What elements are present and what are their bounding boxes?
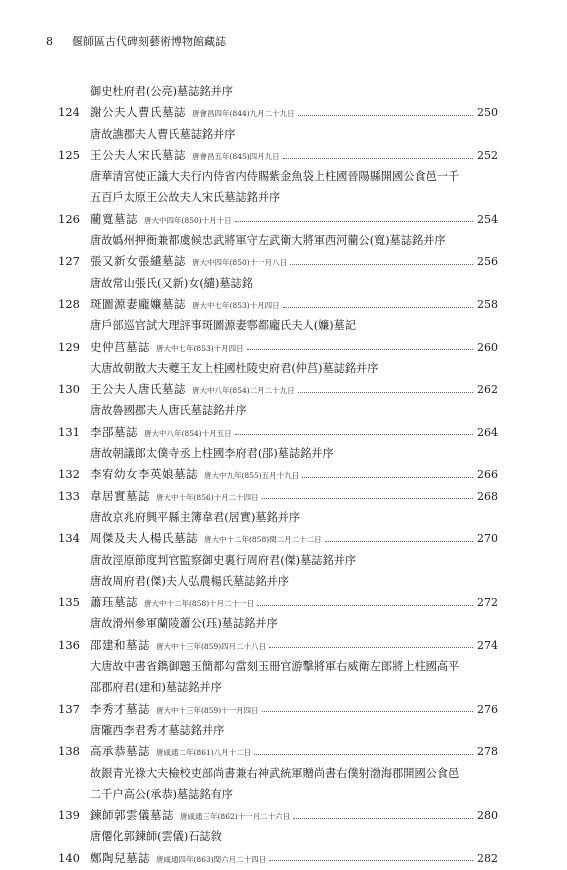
entry-title: 斑圖源妻龐嬚墓誌 — [90, 296, 186, 311]
dot-leader — [262, 710, 473, 712]
toc-subtitle: 唐華清宮使正議大夫行内侍省内侍賜紫金魚袋上柱國晉陽縣開國公食邑一千 — [90, 170, 460, 184]
entry-page: 276 — [477, 702, 498, 716]
toc-subtitle: 大唐故朝散大夫夔王友上柱國杜陵史府君(仲莒)墓誌銘并序 — [90, 361, 379, 375]
entry-page: 264 — [477, 425, 498, 439]
entry-title: 王公夫人唐氏墓誌 — [90, 382, 186, 397]
dot-leader — [257, 604, 473, 606]
entry-number: 128 — [58, 296, 80, 311]
toc-subtitle: 御史杜府君(公亮)墓誌銘并序 — [90, 85, 233, 98]
dot-leader — [283, 306, 473, 308]
toc-entry — [58, 337, 498, 358]
entry-number: 125 — [58, 147, 80, 162]
entry-number: 124 — [58, 105, 80, 120]
toc-subtitle: 唐隴西李君秀才墓誌銘并序 — [90, 723, 225, 737]
toc-entry — [58, 102, 498, 123]
entry-date: 唐大中八年(854)十月五日 — [144, 428, 232, 438]
entry-title: 藺寬墓誌 — [90, 211, 138, 226]
entry-title: 周傑及夫人楊氏墓誌 — [90, 531, 198, 546]
dot-leader — [298, 114, 473, 116]
toc-subtitle: 唐故常山張氏(又新)女(繾)墓誌銘 — [90, 276, 253, 290]
entry-date: 唐咸通二年(861)八月十二日 — [156, 748, 252, 758]
entry-number: 132 — [58, 467, 80, 482]
entry-page: 258 — [477, 297, 498, 311]
toc-entry — [58, 422, 498, 443]
toc-subtitle: 唐故譙郡夫人曹氏墓誌銘并序 — [90, 127, 236, 141]
page-number: 8 — [46, 35, 53, 48]
entry-number: 127 — [58, 254, 80, 269]
entry-page: 256 — [477, 255, 498, 269]
entry-title: 史仲莒墓誌 — [90, 339, 150, 354]
toc-entry — [58, 145, 498, 166]
entry-page: 268 — [477, 489, 498, 503]
entry-date: 唐咸通三年(862)十一月二十六日 — [180, 812, 291, 822]
entry-date: 唐大中四年(850)十一月八日 — [192, 258, 288, 268]
entry-page: 280 — [477, 809, 498, 823]
entry-page: 252 — [477, 148, 498, 162]
toc-entry — [58, 741, 498, 762]
entry-number: 140 — [58, 850, 80, 865]
entry-date: 唐大中八年(854)二月二十九日 — [192, 386, 295, 396]
toc-subtitle: 唐故涇原節度判官監察御史裏行周府君(傑)墓誌銘并序 — [90, 553, 357, 567]
entry-number: 133 — [58, 488, 80, 503]
entry-title: 高承恭墓誌 — [90, 744, 150, 759]
entry-title: 鍊師郭雲儀墓誌 — [90, 808, 174, 823]
entry-title: 王公夫人宋氏墓誌 — [90, 147, 186, 162]
toc-entry — [58, 464, 498, 485]
running-header — [46, 33, 226, 49]
entry-number: 130 — [58, 382, 80, 397]
toc-entry — [58, 635, 498, 656]
toc-entry — [58, 294, 498, 315]
entry-number: 139 — [58, 808, 80, 823]
entry-date: 唐咸通四年(863)閏六月二十四日 — [156, 854, 267, 864]
dot-leader — [302, 476, 473, 478]
dot-leader — [262, 497, 473, 499]
toc-entry — [58, 848, 498, 869]
entry-title: 張又新女張繾墓誌 — [90, 254, 186, 269]
dot-leader — [269, 859, 473, 861]
entry-page: 278 — [477, 745, 498, 759]
entry-title: 李秀才墓誌 — [90, 701, 150, 716]
entry-number: 126 — [58, 211, 80, 226]
toc-subtitle: 唐故周府君(傑)夫人弘農楊氏墓誌銘并序 — [90, 574, 289, 588]
entry-date: 唐大中十二年(858)閏二月二十二日 — [204, 535, 322, 545]
toc-subtitle: 唐戶部巡官試大理評事斑圖源妻鄠都龐氏夫人(嬚)墓記 — [90, 319, 357, 333]
toc-subtitle: 唐故魯國郡夫人唐氏墓誌銘并序 — [90, 404, 247, 418]
entry-page: 282 — [477, 851, 498, 865]
entry-number: 137 — [58, 701, 80, 716]
dot-leader — [325, 540, 473, 542]
dot-leader — [247, 348, 473, 350]
dot-leader — [254, 753, 473, 755]
entry-page: 266 — [477, 468, 498, 482]
entry-date: 唐大中十三年(859)十一月四日 — [156, 705, 259, 715]
dot-leader — [235, 220, 473, 222]
entry-title: 邵建和墓誌 — [90, 637, 150, 652]
dot-leader — [290, 263, 473, 265]
toc-entry — [58, 379, 498, 400]
toc-subtitle: 唐故朝議郎太僕寺丞上柱國李府君(郘)墓誌銘并序 — [90, 447, 334, 461]
entry-page: 250 — [477, 106, 498, 120]
dot-leader — [269, 646, 473, 648]
entry-title: 韋居實墓誌 — [90, 488, 150, 503]
entry-date: 唐大中十年(856)十月二十四日 — [156, 492, 259, 502]
entry-page: 270 — [477, 532, 498, 546]
toc-subtitle: 故銀青光祿大夫檢校吏部尚書兼右神武統軍贈尚書右僕射渤海郡開國公食邑 — [90, 766, 460, 780]
entry-number: 129 — [58, 339, 80, 354]
entry-page: 260 — [477, 340, 498, 354]
toc-subtitle: 二千户高公(承恭)墓誌銘有序 — [90, 787, 233, 801]
dot-leader — [235, 433, 473, 435]
entry-page: 254 — [477, 212, 498, 226]
entry-page: 262 — [477, 383, 498, 397]
entry-date: 唐大中十二年(858)十月二十一日 — [144, 599, 255, 609]
table-of-contents — [58, 81, 498, 869]
entry-date: 唐大中四年(850)十月十日 — [144, 215, 232, 225]
entry-date: 唐會昌五年(845)四月九日 — [192, 151, 280, 161]
dot-leader — [293, 817, 473, 819]
entry-date: 唐大中十三年(859)四月二十八日 — [156, 641, 267, 651]
entry-title: 鄭陶兒墓誌 — [90, 850, 150, 865]
toc-subtitle: 唐僊化郭鍊師(雲儀)石誌敘 — [90, 830, 222, 844]
book-title: 偃師區古代碑刻藝術博物館藏誌 — [72, 35, 226, 48]
entry-title: 李郘墓誌 — [90, 424, 138, 439]
toc-entry — [58, 805, 498, 826]
toc-entry — [58, 699, 498, 720]
dot-leader — [283, 157, 473, 159]
entry-date: 唐大中九年(855)五月十九日 — [204, 471, 300, 481]
toc-entry — [58, 251, 498, 272]
toc-entry — [58, 592, 498, 613]
toc-entry — [58, 209, 498, 230]
dot-leader — [298, 391, 473, 393]
entry-number: 138 — [58, 744, 80, 759]
entry-number: 136 — [58, 637, 80, 652]
entry-number: 135 — [58, 595, 80, 610]
entry-date: 唐會昌四年(844)九月二十九日 — [192, 109, 295, 119]
entry-number: 131 — [58, 424, 80, 439]
toc-subtitle: 大唐故中書省鐫御題玉簡都勾當刻玉冊官游擊將軍右威衛左郎將上柱國高平 — [90, 660, 460, 674]
entry-number: 134 — [58, 531, 80, 546]
entry-title: 謝公夫人曹氏墓誌 — [90, 105, 186, 120]
entry-page: 274 — [477, 638, 498, 652]
entry-title: 李宥幼女李英娘墓誌 — [90, 467, 198, 482]
toc-entry — [58, 486, 498, 507]
entry-page: 272 — [477, 596, 498, 610]
entry-title: 蕭珏墓誌 — [90, 595, 138, 610]
toc-subtitle: 唐故嬀州押衙兼都虞候忠武將軍守左武衛大將軍西河藺公(寬)墓誌銘并序 — [90, 234, 446, 248]
entry-date: 唐大中七年(853)十月四日 — [156, 343, 244, 353]
toc-subtitle: 唐故滑州參軍蘭陵蕭公(珏)墓誌銘并序 — [90, 617, 278, 631]
toc-subtitle: 邵郡府君(建和)墓誌銘并序 — [90, 681, 222, 695]
entry-date: 唐大中七年(853)十月四日 — [192, 300, 280, 310]
toc-subtitle: 唐故京兆府興平縣主簿韋君(居實)墓銘并序 — [90, 510, 301, 524]
toc-entry — [58, 528, 498, 549]
toc-subtitle: 五百戶太原王公故夫人宋氏墓誌銘并序 — [90, 191, 281, 205]
